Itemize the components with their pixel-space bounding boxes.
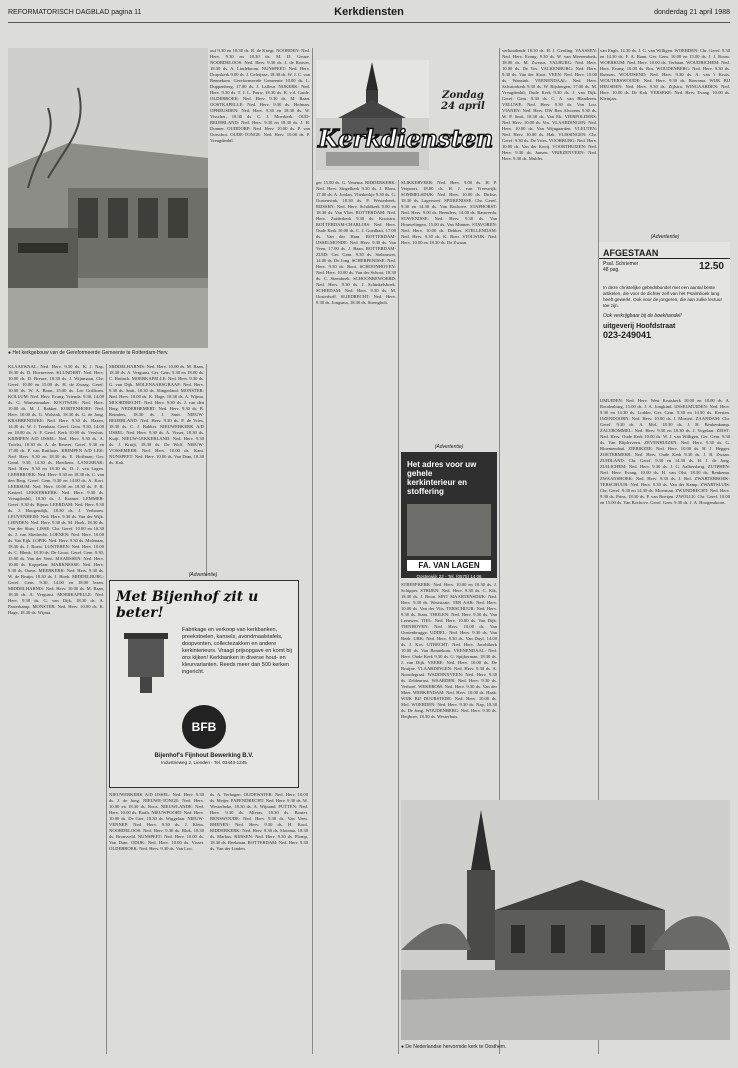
ad-afgestaan-order: Ook verkrijgbaar bij de boekhandel!	[603, 313, 682, 319]
caption-photo-bottom	[401, 1044, 730, 1050]
column-4-text: ger 15.00 ds. G. Venema. RIDDERKERK: Ned. Herv. Singelkerk 9.30 ds. J. Blom, 17.00 ds. A. Jordan, Vlietkerkje 9.30 ds. G. Oostenvink, 18.30 ds. P. Westerbeek. RIJSSEN: Ned. Herv. Schildkerk 9.00 en 18.30 ds. Van Vliet. ROTTERDAM: Ned. Herv. Zuiderkerk 9.30 ds. Kooistra. ROTTERDAM-CHARLOIS: Ned. Herv. Oude Kerk 10.00 ds. C. J. Goedhart, 17.00 ds. Van der Ham. ROTTERDAM-IJSSELMONDE: Ned. Herv. 9.30 ds. Van Veen, 17.00 ds. J. Baan. ROTTERDAM-ZUID: Ger. Gem. 9.30 ds. Stehouwer, 14.00 ds. De Jong. SCHERPENISSE: Ned. Herv. 9.30 ds. Boot. SCHOONHOVEN: Ned. Herv. 10.00 ds. Van der Schoot, 18.30 ds. C. Steenbeek. SCHOONREWOERD: Ned. Herv. 9.30 ds. J. Schinkelshoek. SCHIEDAM: Ned. Herv. 9.30 ds. M. Oosterhoff. SLIEDRECHT: Ned. Herv. 9.30 ds. Jongsma, 18.30 ds. Strengholt.	[316, 180, 396, 305]
ad-stoffering	[401, 452, 497, 578]
column-5b-text: STREEFKERK: Ned. Herv. 10.00 en 18.30 ds. J. Schipper. STRIJEN: Ned. Herv. 9.30 ds. C. Kik, 18.30 ds. J. Boon. SINT MAARTENSDIJK: Ned. Herv. 9.30 ds. Weststrate. TER AAR: Ned. Herv. 10.00 ds. Van der Vlis. TERSCHUUR: Ned. Herv. 9.30 ds. Stam. THOLEN: Ned. Herv. 9.30 ds. Van Leeuwen. TIEL: Ned. Herv. 10.00 ds. Van Dijk. TIENHOVEN: Ned. Herv. 10.00 ds. Van Oostenbrugge. UDDEL: Ned. Herv. 9.30 ds. Van Beek. URK: Ned. Herv. 9.30 ds. Van Duyl, 14.00 ds. J. Kos. UTRECHT: Ned. Herv. Jacobikerk 10.00 ds. Van Bennekom. VEENENDAAL: Ned. Herv. Oude Kerk 9.30 ds. G. Spijkerman, 18.30 ds. J. van Dijk. VEERE: Ned. Herv. 10.00 ds. De Bruijne. VLAARDINGEN: Ned. Herv. 9.30 ds. A. Noordegraaf. WADDINXVEEN: Ned. Herv. 9.30 ds. Zeldenrust. WAARDER: Ned. Herv. 9.30 ds. Verhoef. WEKEROM: Ned. Herv. 9.30 ds. Van der Meer. WERKENDAM: Ned. Herv. 10.00 ds. Haak. WIJK BIJ DUURSTEDE: Ned. Herv. 10.00 ds. Mol. WOERDEN: Ned. Herv. 9.30 ds. Nap, 18.30 ds. De Jong. WOUDENBERG: Ned. Herv. 9.30 ds. Heijboer, 18.30 ds. Westerhuis.	[401, 582, 497, 719]
column-3a-text: ouf 9.30 en 18.30 ds. B. de Knegt. NOORDEN: Ned. Herv. 9.30 en 18.30 ds. M. D. Geuze. NOORDELOOS: Ned. Herv. 9.30 ds. J. de Reuver, 18.30 ds. A. Lindeboom. NUNSPEET: Ned. Herv. Dorpskerk 9.00 ds. J. Geleijnse, 18.30 ds. W. J. C. van Bennekom. Gereformeerde Gemeente 10.00 ds. L. Duppenberg, 17.00 ds. J. Lafleur. NIJKERK: Ned. Herv. 9.30 ds. T. J. L. Pauw, 18.30 ds. K. v.d. Garde. OLDEBROEK: Ned. Herv. 9.30 ds. M. Baan. OOSTKAPELLE: Ned. Herv. 9.30 ds. Hofman. OPHEUSDEN: Ned. Herv. 9.30 en 18.30 ds. W. Visscher, 18.30 ds. C. J. Moerkerk. OUD-BEIJERLAND: Ned. Herv. 9.30 en 18.30 ds. J. H. Donner. OUDDORP: Ned. Herv. 10.00 ds. P. van Oorschot. OUDE-TONGE: Ned. Herv. 10.00 ds. P. Vreugdenhil.	[210, 48, 310, 143]
bijenhof-logo-icon: BFB	[191, 720, 217, 734]
oosthem-church-illustration	[401, 800, 730, 1040]
ad-afgestaan-brand: uitgeverij Hoofdstraat	[603, 323, 676, 330]
header-date: donderdag 21 april 1988	[654, 9, 730, 16]
ad-bijenhof	[109, 580, 299, 788]
column-1-text: KLAASWAAL: Ned. Herv. 9.30 ds. K. J. Nap, 18.30 ds. D. Hoeneveen. KLUNDERT: Ned. Herv. 10.00 ds. D. Breure, 18.30 ds. J. Wijnmaan, Chr. Geref. 10.00 en 15.00 ds. H. de Zwaag. Geref. 10.00 ds. W. A. Boon, 15.00 ds. Lee Griffioen. KOLLUM: Ned. Herv. Evang. Vrienda. 9.30, 14.00 ds. G. Wansenmaker. KOOTWIJK: Ned. Herv. 10.00 ds. M. J. Bakker. KORTENHOEF: Ned. Herv. 10.00 ds. G. Wolsink, 18.30 ds. G. de Jong. KRABBENDIJKE: Ned. Herv. 9.30 ds. Hazen, 14.30 ds. W. J. Teenbaar. Geref. Gem. 9.30, 14.00 en 18.00 ds. A. F. Geref. Kerk 10.00 ds. Versluis. KRIMPEN A/D IJSSEL: Ned. Herv. 9.30 ds. A. Troelst, 18.30 ds. A. de Reuver. Geref. 9.30 en 17.00 ds. P. van Ruitlaars. KRIMPEN A/D LEK: Ned. Herv. 9.30 en 18.30 ds. E. Hoffman; Ger. Geml. 9.30, 14.30 ds. Heerkens. LANGERAK: Ned. Herv. 9.30 en 18.30 ds. D. J. van Lagen. LEERBROEK: Ned. Herv. 9.30 en 18.30 ds. C. van den Berg. Geref. Gem. 9.30 en 14.00 ds. A. Kort. LEERSUM: Ned. Herv. 10.00 en 18.30 ds. F. R. Kasteel. LEKKERKERK: Ned. Herv. 9.30 ds. Vreugdenhil, 18.30 ds. J. Kramer. LEMMER: Geref. 9.30 ds. Bijma. LEERDAM: Ned. Herv. 9.30 ds. J. Hoogendijk, 18.30 ds. J. Verboom. LEUVENHEIM: Ned. Herv. 9.30 ds. Van der Wijk. LIENDEN: Ned. Herv. 9.30 ds. M. Hoek, 18.30 ds. Van der Sluis. LISSE: Chr. Geref. 10.00 en 16.30 ds. J. van Sliedrecht. LOENEN: Ned. Herv. 10.00 ds. Van Eijk. LOPIK: Ned. Herv. 9.30 ds. Molenaar, 18.30 ds. J. Roest. LUNTEREN: Ned. Herv. 10.00 ds. C. Blenk, 18.30 ds. De Groot. Geref. Gem. 9.30, 15.00 ds. Van der Veen. MAARSSEN: Ned. Herv. 10.00 ds. Koppelaar. MARKNESSE: Ned. Herv. 9.30 ds. Ooms. MEERKERK: Ned. Herv. 9.30 ds. W. de Bruijn, 18.30 ds. J. Hoek. MIDDELBURG: Geref. Gem. 9.30, 14.00 en 18.00 lezen. MIDDELHARNIS: Ned. Herv. 10.00 ds. M. Baan, 18.30 ds. A. Vergunst. MOERKAPELLE: Ned. Herv. 9.30 ds. G. van Dijk, 18.30 ds. A. Pasterkamp. MONSTER: Ned. Herv. 10.00 ds. K. Hage, 18.30 ds. Wijma.	[8, 364, 104, 615]
column-4	[316, 180, 396, 1054]
ad-stoffering-brand: FA. VAN LAGEN	[407, 560, 491, 571]
column-divider	[206, 364, 207, 576]
header-left: REFORMATORISCH DAGBLAD pagina 11	[8, 9, 142, 16]
ad-stoffering-line2: kerkinterieur en stoffering	[407, 478, 468, 496]
masthead-day: 24 april	[441, 101, 485, 112]
ad-afgestaan	[599, 242, 730, 392]
caption-bullet: ●	[401, 1044, 406, 1050]
column-divider	[106, 364, 107, 1054]
church-steeple-icon	[316, 60, 429, 170]
masthead-graphic	[316, 60, 429, 170]
column-7a	[600, 48, 730, 232]
column-1	[8, 364, 104, 1054]
ad-stoffering-line1: Het adres voor uw gehele	[407, 460, 477, 478]
caption-text: De Nederlandse hervormde kerk te Oosthem.	[405, 1044, 507, 1050]
photo-church-oosthem	[401, 800, 730, 1040]
ad-afgestaan-phone: 023-249041	[603, 330, 652, 340]
column-2a	[109, 364, 204, 576]
header-section-title: Kerkdiensten	[334, 6, 404, 18]
column-3a	[210, 48, 310, 576]
column-3b-text: ds. A. Verhagen. OUDEWATER: Ned. Herv. 10.00 ds. Meijer. PAPENDRECHT: Ned. Herv. 9.30 ds. W. Westerbeke, 18.30 ds. A. Wijnand. PUTTEN: Ned. Herv. 9.30 ds. Mieras, 18.30 ds. Bouter. RENSWOUDE: Ned. Herv. 9.30 ds. Van Veen. RHENEN: Ned. Herv. 9.30 ds. H. Kool. RIDDERKERK: Ned. Herv. 9.30 ds. Slotema, 18.30 ds. Markus. RIJSSEN: Ned. Herv. 9.30 ds. Plomp, 18.30 ds. Beekman. ROTTERDAM: Ned. Herv. 9.30 ds. Van der Linden.	[210, 792, 308, 851]
column-7b-text: IJMUIDEN: Ned. Herv. West Kruiskerk 10.00 en 18.00 ds. A. Roodenburg, 15.00 ds. J. A. Jongkind. IJSSELMUIDEN: Ned. Herv. 9.30 en 14.30 ds. Lodder, Ger. Gem. 9.30 en 14.30 ds. Kersten. IJZENDOORN: Ned. Herv. 10.00 ds. J. Mostert. ZAANDAM: Chr. Geref. 9.30 ds. A. Mol, 18.30 ds. J. H. Beukenkamp. ZALTBOMMEL: Ned. Herv. 9.30 en 18.30 ds. J. Vogelaar. ZEIST: Ned. Herv. Oude Kerk 10.00 ds. W. J. van Willigen, Ger. Gem. 9.30 ds. Van Blijderveen. ZEVENHUIZEN: Ned. Herv. 9.30 ds. G. Bloemendaal. ZIERIKZEE: Ned. Herv. 10.00 ds. H. J. Hegger. ZOETERMEER: Ned. Herv. Oude Kerk 9.30 ds. J. R. Zwaan. ZUIDLAND: Chr. Geref. 9.30 en 14.30 ds. H. J. de Jong. ZUILICHEM: Ned. Herv. 9.30 ds. J. G. Aalbersberg. ZUTPHEN: Ned. Herv. Evang. 10.00 ds. H. van Olst, 18.30 ds. Renkema. ZWAANSHOEK: Ned. Herv. 9.30 ds. J. Bol. ZWARTEBROEK-TERSCHUUR: Ned. Herv. 9.30 ds. Van der Kamp. ZWARTSLUIS: Chr. Geref. 9.30 en 14.30 ds. Moerman. ZWIJNDRECHT: Ned. Herv. 9.30 ds. Prins, 18.30 ds. P. van Boeijen. ZWOLLE: Chr. Geref. 10.00 en 15.00 ds. Van Bochove. Geref. Gem. 9.30 ds. J. A. Hoogendoorn.	[600, 398, 730, 505]
ad-bijenhof-logo	[182, 705, 226, 749]
column-5a	[401, 180, 497, 440]
column-6-text: verhoudende 18.30 ds. H. J. Gerding. VAASSEN: Ned. Herv. Evang. 9.30 ds. W. van Meerendonk, 18.00 ds. M. Zwerus. VALBURG: Ned. Herv. 10.00 ds. De Vos. VALKENBURG: Ned. Herv. 9.30 ds. Van der Sloot. VEEN: Ned. Herv. 10.00 ds. Wansink. VEENENDAAL: Ned. Herv. Salvatorkerk 9.30 ds. W. Rijsbergen, 17.00 ds. M. Vreugdenhil; Oude Kerk 9.30 ds. J. van Dijk. Geref. Gem. 9.30 ds. C. A. van Blaaderen. VELUWE: Ned. Herv. 9.30 ds. Van Loo. VIANEN: Ned. Herv. DW Ben Alvorens 9.30 ds. W. P. Smit, 18.30 ds. Van Ek. VIERPOLDERS: Ned. Herv. 10.00 ds. Vos. VLAARDINGEN: Ned. Herv. 10.00 ds. Van Wijngaarden. VLEUTEN: Ned. Herv. 10.00 ds. Hak. VLISSINGEN: Chr. Geref. 9.30 ds. De Vries. VOORBURG: Ned. Herv. 10.00 ds. Van der Kooij. VOORTHUIZEN: Ned. Herv. 9.30 ds. Jansen. VRIEZENVEEN: Ned. Herv. 9.30 ds. Mulder.	[502, 48, 597, 161]
column-5a-text: SLIKKERVEER: Ned. Herv. 9.00 ds. H. P. Verpoort, 18.00 ds. H. J. van Vreeswijk. SOMMELSDIJK: Ned. Herv. 10.00 ds. Dirkse, 18.30 ds. Lagerwerf. SPIJKENISSE: Chr. Geref. 9.30 en 14.30 ds. Van Bochove. STAPHORST: Ned. Herv. 9.00 ds. Reenders, 14.00 ds. Rauwerda. STAVENISSE: Ned. Herv. 9.30 ds. Van Houwelingen, 15.00 ds. Van Minnen. STAVOREN: Ned. Herv. 10.00 ds. Dekker. STELLENDAM: Ned. Herv. 9.30 ds. K. Boer. STOLWIJK: Ned. Herv. 10.00 en 18.30 ds. De Zwaan.	[401, 180, 497, 245]
caption-bullet: ●	[8, 350, 13, 356]
ad-afgestaan-item: Psal. Schriemer	[603, 261, 639, 267]
column-divider	[398, 180, 399, 1054]
church-photo-illustration	[8, 48, 208, 348]
page-header	[8, 6, 730, 23]
ad-afgestaan-title: AFGESTAAN	[599, 242, 730, 259]
column-2b-text: NIEUWERKERK A/D IJSSEL: Ned. Herv. 9.30 ds. J. de Jong. NIEUWE-TONGE: Ned. Herv. 10.00 en 18.30 ds. Roos. NIEUWLANDE: Ned. Herv. 10.00 ds. Barth. NIEUWPOORT: Ned. Herv. 10.00 ds. De Gier, 18.30 ds. Wiggelaar. NIEUW-VENNEP: Ned. Herv. 9.30 ds. J. Klein. NOORDELOOS: Ned. Herv. 9.30 ds. Blok, 18.30 ds. Bronsveld. NUNSPEET: Ned. Herv. 10.00 ds. Van Dam. ODIJK: Ned. Herv. 10.00 ds. Visser. OLDEBROEK: Ned. Herv. 9.30 ds. Van Loo.	[109, 792, 204, 851]
ad-stoffering-addr: Oosterwijk 22 - Tel. (0575) 14 06	[416, 574, 482, 579]
column-7b	[600, 398, 730, 798]
pulpit-illustration-icon	[116, 627, 176, 697]
column-2a-text: MIDDELHARNIS: Ned. Herv. 10.00 ds. M. Baan, 18.30 ds. A. Vergunst. Ger. Gem. 9.30 en 18.00 ds. C. Harinck. MOERKAPELLE: Ned. Herv. 9.30 ds. G. van Dijk. MOLENAARSGRAAF: Ned. Herv. 9.30 ds. Smit, 18.30 ds. Slingerland. MONSTER: Ned. Herv. 10.00 ds. K. Hage, 18.30 ds. A. Wijma. MOORDRECHT: Ned. Herv. 9.30 ds. J. van den Berg. NEDERHEMERT: Ned. Herv. 9.30 ds. B. Reinders, 18.30 ds. J. Smit. NIEUW-BEIJERLAND: Ned. Herv. 9.30 ds. P. de Vries, 18.30 ds. C. J. Bakker. NIEUWERKERK A/D IJSSEL: Ned. Herv. 9.30 ds. A. Visser, 18.30 ds. Kuijt. NIEUW-LEKKERLAND: Ned. Herv. 9.30 ds. J. Kruijt, 18.30 ds. De Wolf. NIEUW-VOSSEMEER: Ned. Herv. 10.00 ds. Kant. NUNSPEET: Ned. Herv. 10.00 ds. Van Dam, 18.30 ds. Kok.	[109, 364, 204, 465]
ad-bijenhof-company: Bijenhof's Fijnhout Bewerking B.V.	[154, 753, 254, 759]
ad-stoffering-image	[407, 504, 491, 556]
caption-photo-left	[8, 350, 208, 356]
ad-bijenhof-body	[110, 623, 298, 701]
ad-afgestaan-price: 12.50	[698, 261, 724, 272]
column-7a-text: van Engh, 14.30 ds. J. G. van Willigen. WOERDEN: Chr. Geref. 9.30 en 14.30 ds. F. A. Baan. Ger. Gem. 10.00 en 15.00 ds. J. J. Rouw. WOERKUM: Ned. Herv. 10.00 ds. Verbaan. WOUDRICHEM: Ned. Herv. Evang. 10.00 ds. Ros. WOUDENBERG: Ned. Herv. 9.30 ds. Ruissen. WOUDSEND: Ned. Herv. 9.30 ds. A. van 't Kruis. WOUTERSWOUDE: Ned. Herv. 9.30 ds. Boersma. WIJK BIJ HEUSDEN: Ned. Herv. 9.30 ds. Zijlstra. WINGAARDEN: Ned. Herv. 10.00 ds. De Kok. YERSEKE: Ned. Herv. Evang. 10.00 ds. Kleinjan.	[600, 48, 730, 101]
masthead-title: Kerkdiensten	[318, 124, 493, 153]
ad-afgestaan-qty: 48 pag.	[603, 267, 620, 273]
caption-text: Het kerkgebouw van de Gereformeerde Gemeente te Rotterdam-Herv.	[12, 350, 169, 356]
ad-afgestaan-row	[599, 259, 730, 283]
photo-church-rotterdam	[8, 48, 208, 348]
ad-label: (Advertentie)	[188, 572, 218, 578]
ad-afgestaan-body: In deze christelijke gebedsbundel met een aantal beste artikelen, die voor de dichter zelf van het Psalmboek lang heeft gewerkt. Ook voor de jongeren, die aan zulke lectuur toe zijn.	[603, 285, 722, 308]
ad-bijenhof-headline: Met Bijenhof zit u beter!	[116, 589, 259, 621]
column-3b	[210, 792, 308, 1054]
ad-bijenhof-addr: Industrieweg 2, Lienden - Tel. 03443-1245	[161, 760, 247, 765]
masthead-date	[438, 90, 488, 112]
column-divider	[312, 48, 313, 1054]
masthead-zondag: Zondag	[442, 90, 484, 101]
ad-label: (Advertentie)	[434, 444, 464, 450]
ad-bijenhof-text: Fabrikage en verkoop van kerkbanken, preekstoelen, kansels, avondmaalstafels, doopvonten, collectezakken en andere kerkinterieurs. Vraagt prijsopgave en komt bij ons kijken! Kerkbanken in diverse hout- en kleurvarianten. Reeds meer dan 500 kerken ingericht.	[182, 627, 292, 675]
ad-label: (Advertentie)	[650, 234, 680, 240]
column-2b	[109, 792, 204, 1054]
